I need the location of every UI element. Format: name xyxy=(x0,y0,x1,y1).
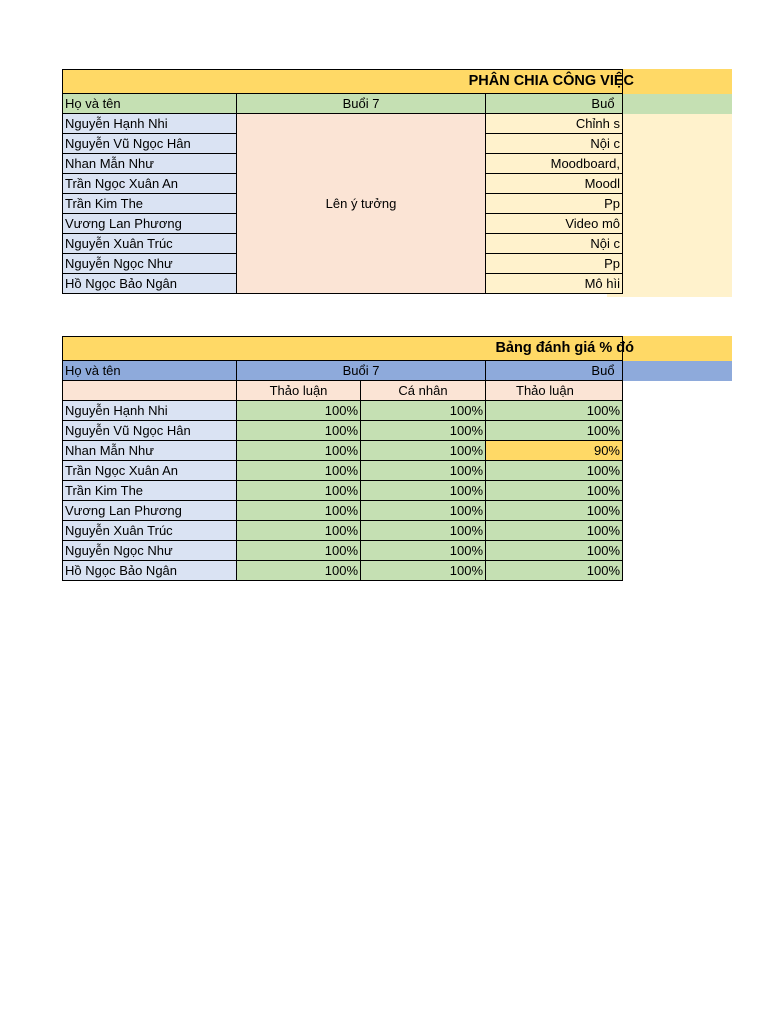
header-name: Họ và tên xyxy=(63,361,237,381)
task-cell[interactable]: Chỉnh s xyxy=(486,114,623,134)
header-buoi-7: Buổi 7 xyxy=(237,361,486,381)
member-name[interactable]: Nhan Mẫn Như xyxy=(63,441,237,461)
subheader-thao-luan-2: Thảo luận xyxy=(486,381,623,401)
task-cell[interactable]: Nội c xyxy=(486,134,623,154)
task-cell[interactable]: Pp xyxy=(486,254,623,274)
member-name[interactable]: Nguyễn Hạnh Nhi xyxy=(63,401,237,421)
member-name[interactable]: Vương Lan Phương xyxy=(63,501,237,521)
member-name[interactable]: Nguyễn Ngọc Như xyxy=(63,541,237,561)
member-name[interactable]: Trần Kim The xyxy=(63,194,237,214)
member-name[interactable]: Nguyễn Ngọc Như xyxy=(63,254,237,274)
work-division-title: PHÂN CHIA CÔNG VIỆC xyxy=(63,70,623,94)
header-buoi-8: Buổ xyxy=(486,94,623,114)
task-cell[interactable]: Moodboard, xyxy=(486,154,623,174)
score-cell[interactable]: 100% xyxy=(361,421,486,441)
score-cell[interactable]: 100% xyxy=(237,401,361,421)
member-name[interactable]: Nguyễn Vũ Ngọc Hân xyxy=(63,421,237,441)
header-buoi-8: Buổ xyxy=(486,361,623,381)
header-buoi-7: Buổi 7 xyxy=(237,94,486,114)
score-cell[interactable]: 100% xyxy=(486,421,623,441)
subheader-thao-luan: Thảo luận xyxy=(237,381,361,401)
idea-cell[interactable]: Lên ý tưởng xyxy=(237,114,486,294)
score-cell[interactable]: 100% xyxy=(486,481,623,501)
member-name[interactable]: Nguyễn Xuân Trúc xyxy=(63,234,237,254)
work-division-table xyxy=(62,69,634,294)
score-cell[interactable]: 100% xyxy=(361,501,486,521)
score-cell[interactable]: 100% xyxy=(486,521,623,541)
score-cell[interactable]: 100% xyxy=(237,541,361,561)
subheader-blank xyxy=(63,381,237,401)
score-cell[interactable]: 100% xyxy=(361,461,486,481)
member-name[interactable]: Hồ Ngọc Bảo Ngân xyxy=(63,274,237,294)
score-cell[interactable]: 100% xyxy=(237,561,361,581)
member-name[interactable]: Nguyễn Xuân Trúc xyxy=(63,521,237,541)
member-name[interactable]: Trần Kim The xyxy=(63,481,237,501)
work-division-sheet xyxy=(62,69,634,299)
score-cell[interactable]: 100% xyxy=(237,461,361,481)
score-cell[interactable]: 100% xyxy=(237,441,361,461)
score-cell[interactable]: 100% xyxy=(361,481,486,501)
member-name[interactable]: Nguyễn Hạnh Nhi xyxy=(63,114,237,134)
task-cell[interactable]: Pp xyxy=(486,194,623,214)
score-cell[interactable]: 100% xyxy=(361,521,486,541)
score-cell[interactable]: 100% xyxy=(361,401,486,421)
evaluation-sheet xyxy=(62,336,634,586)
member-name[interactable]: Trần Ngọc Xuân An xyxy=(63,174,237,194)
member-name[interactable]: Vương Lan Phương xyxy=(63,214,237,234)
score-cell-highlight[interactable]: 90% xyxy=(486,441,623,461)
member-name[interactable]: Nhan Mẫn Như xyxy=(63,154,237,174)
table1-header-extension xyxy=(607,94,732,114)
score-cell[interactable]: 100% xyxy=(237,481,361,501)
task-cell[interactable]: Nội c xyxy=(486,234,623,254)
evaluation-title: Bảng đánh giá % đó xyxy=(63,337,623,361)
task-cell[interactable]: Mô hìi xyxy=(486,274,623,294)
score-cell[interactable]: 100% xyxy=(486,561,623,581)
score-cell[interactable]: 100% xyxy=(486,541,623,561)
score-cell[interactable]: 100% xyxy=(361,441,486,461)
score-cell[interactable]: 100% xyxy=(486,461,623,481)
score-cell[interactable]: 100% xyxy=(237,521,361,541)
member-name[interactable]: Trần Ngọc Xuân An xyxy=(63,461,237,481)
subheader-ca-nhan: Cá nhân xyxy=(361,381,486,401)
evaluation-table xyxy=(62,336,634,581)
table1-body-extension xyxy=(607,114,732,297)
member-name[interactable]: Hồ Ngọc Bảo Ngân xyxy=(63,561,237,581)
task-cell[interactable]: Moodl xyxy=(486,174,623,194)
score-cell[interactable]: 100% xyxy=(361,541,486,561)
header-name: Họ và tên xyxy=(63,94,237,114)
score-cell[interactable]: 100% xyxy=(237,421,361,441)
task-cell[interactable]: Video mô xyxy=(486,214,623,234)
score-cell[interactable]: 100% xyxy=(486,401,623,421)
score-cell[interactable]: 100% xyxy=(237,501,361,521)
member-name[interactable]: Nguyễn Vũ Ngọc Hân xyxy=(63,134,237,154)
score-cell[interactable]: 100% xyxy=(361,561,486,581)
score-cell[interactable]: 100% xyxy=(486,501,623,521)
table2-header-extension xyxy=(607,361,732,381)
